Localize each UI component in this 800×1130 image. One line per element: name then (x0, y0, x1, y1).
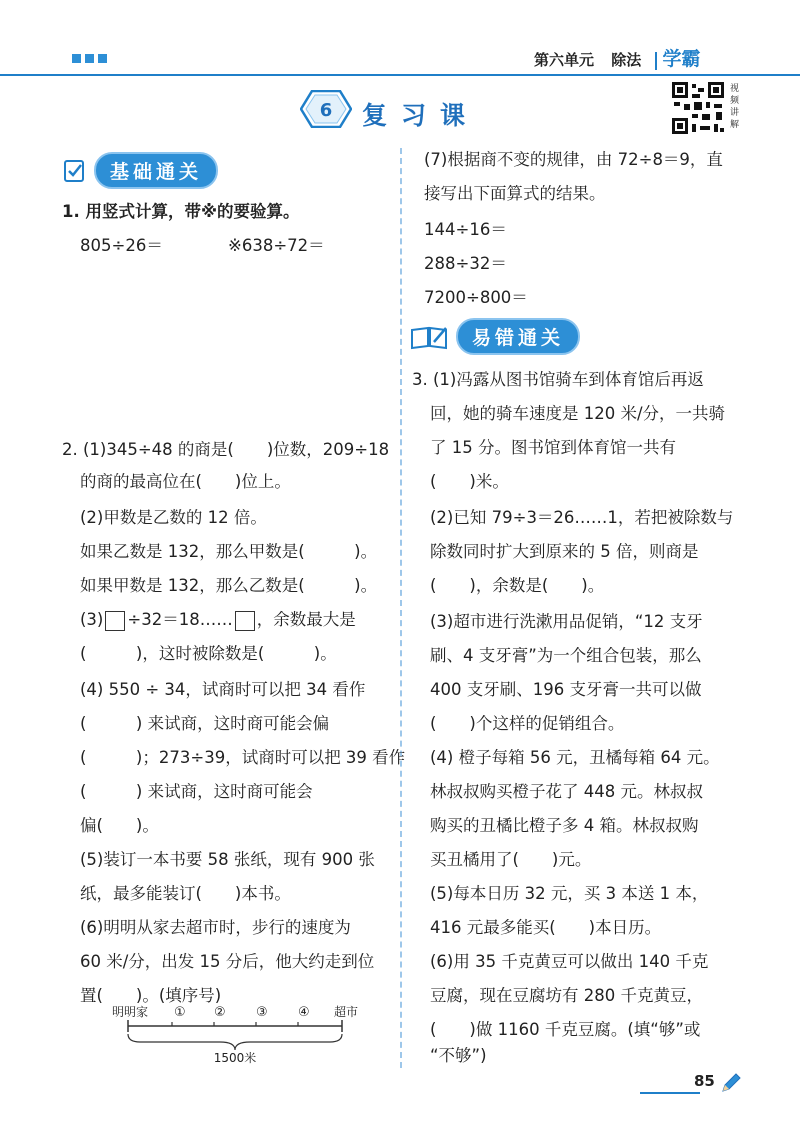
qr-code-icon[interactable] (670, 80, 726, 136)
section-error-heading (410, 318, 580, 355)
column-divider (400, 148, 402, 1068)
q3-line: “不够”) (430, 1046, 487, 1065)
section-basic-title: 基础通关 (94, 152, 218, 189)
lesson-title: 复习课 (362, 101, 480, 130)
q3-line: 416 元最多能买( )本日历。 (430, 918, 662, 937)
q3-line: ( )个这样的促销组合。 (430, 714, 625, 733)
q2-line: 如果甲数是 132，那么乙数是( )。 (80, 576, 378, 595)
brand-logo: 学霸 (662, 48, 701, 70)
checklist-icon (62, 158, 88, 184)
q1-title: 1. 用竖式计算，带※的要验算。 (62, 202, 300, 221)
q2-7-problem: 288÷32＝ (424, 254, 507, 273)
q2-3-expression: ÷32＝18…… (127, 610, 233, 629)
diagram-end-label: 超市 (334, 1005, 359, 1019)
lesson-number: 6 (319, 100, 333, 121)
q2-7-line: 接写出下面算式的结果。 (424, 184, 606, 203)
q2-line: ( )；273÷39，试商时可以把 39 看作 (80, 748, 406, 767)
q2-line: (2)甲数是乙数的 12 倍。 (80, 508, 267, 527)
q3-line: 回，她的骑车速度是 120 米/分，一共骑 (430, 404, 726, 423)
diagram-mark: ③ (256, 1005, 268, 1020)
lesson-number-badge (300, 90, 352, 128)
page-number: 85 (694, 1072, 715, 1090)
q3-line: (5)每本日历 32 元，买 3 本送 1 本， (430, 884, 709, 903)
q3-line: ( )做 1160 千克豆腐。(填“够”或 (430, 1020, 701, 1039)
q3-line: 除数同时扩大到原来的 5 倍，则商是 (430, 542, 699, 561)
q3-line: (6)用 35 千克黄豆可以做出 140 千克 (430, 952, 709, 971)
q3-line: ( )，余数是( )。 (430, 576, 605, 595)
q2-line: 60 米/分，出发 15 分后，他大约走到位 (80, 952, 375, 971)
diagram-mark: ② (214, 1005, 226, 1020)
q1-problem-a: 805÷26＝ (80, 236, 163, 255)
q2-line: ( )，这时被除数是( )。 (80, 644, 337, 663)
q2-line: (5)装订一本书要 58 张纸，现有 900 张 (80, 850, 375, 869)
distance-diagram (110, 1000, 390, 1064)
blank-box[interactable] (235, 611, 255, 631)
blank-box[interactable] (105, 611, 125, 631)
q2-line: 2. (1)345÷48 的商是( )位数，209÷18 (62, 440, 390, 459)
diagram-mark: ④ (298, 1005, 310, 1020)
q2-line: 偏( )。 (80, 816, 159, 835)
q2-3-tail: ，余数最大是 (256, 610, 356, 629)
q2-7-problem: 7200÷800＝ (424, 288, 528, 307)
q3-line: 买丑橘用了( )元。 (430, 850, 592, 869)
q2-line: (6)明明从家去超市时，步行的速度为 (80, 918, 351, 937)
diagram-mark: ① (174, 1005, 186, 1020)
q2-line-remainder (80, 610, 356, 631)
topic-label: 除法 (611, 51, 642, 69)
q3-line: (4) 橙子每箱 56 元，丑橘每箱 64 元。 (430, 748, 720, 767)
q3-line: 刷、4 支牙膏”为一个组合包装，那么 (430, 646, 702, 665)
unit-label: 第六单元 (534, 51, 595, 69)
section-error-title: 易错通关 (456, 318, 580, 355)
header-decoration (72, 54, 107, 63)
diagram-distance: 1500米 (213, 1051, 257, 1064)
qr-label: 视 频 讲 解 (730, 84, 740, 130)
diagram-start-label: 明明家 (112, 1005, 149, 1019)
q2-line: 纸，最多能装订( )本书。 (80, 884, 291, 903)
header-separator (655, 52, 657, 70)
q3-line: 了 15 分。图书馆到体育馆一共有 (430, 438, 676, 457)
q2-3-label: (3) (80, 610, 104, 629)
open-book-icon (410, 324, 450, 350)
q2-line: 如果乙数是 132，那么甲数是( )。 (80, 542, 378, 561)
q2-line: ( ) 来试商，这时商可能会偏 (80, 714, 330, 733)
header-title (534, 44, 701, 71)
q1-problem-b: ※638÷72＝ (228, 236, 325, 255)
q3-line: (3)超市进行洗漱用品促销，“12 支牙 (430, 612, 703, 631)
page-underline (640, 1092, 700, 1094)
q3-line: 3. (1)冯露从图书馆骑车到体育馆后再返 (412, 370, 704, 389)
q3-line: 豆腐，现在豆腐坊有 280 千克黄豆， (430, 986, 703, 1005)
q2-line: 的商的最高位在( )位上。 (80, 472, 291, 491)
q3-line: 林叔叔购买橙子花了 448 元。林叔叔 (430, 782, 703, 801)
q2-7-problem: 144÷16＝ (424, 220, 507, 239)
header-rule (0, 74, 800, 76)
q2-7-line: (7)根据商不变的规律，由 72÷8＝9，直 (424, 150, 723, 169)
q2-line: 置( )。(填序号) (80, 986, 222, 1005)
q2-line: (4) 550 ÷ 34，试商时可以把 34 看作 (80, 680, 366, 699)
q3-line: ( )米。 (430, 472, 509, 491)
q2-line: ( ) 来试商，这时商可能会 (80, 782, 313, 801)
section-basic-heading (62, 152, 218, 189)
q3-line: 400 支牙刷、196 支牙膏一共可以做 (430, 680, 702, 699)
q3-line: 购买的丑橘比橙子多 4 箱。林叔叔购 (430, 816, 699, 835)
pencil-icon (720, 1072, 742, 1094)
q3-line: (2)已知 79÷3＝26……1，若把被除数与 (430, 508, 734, 527)
